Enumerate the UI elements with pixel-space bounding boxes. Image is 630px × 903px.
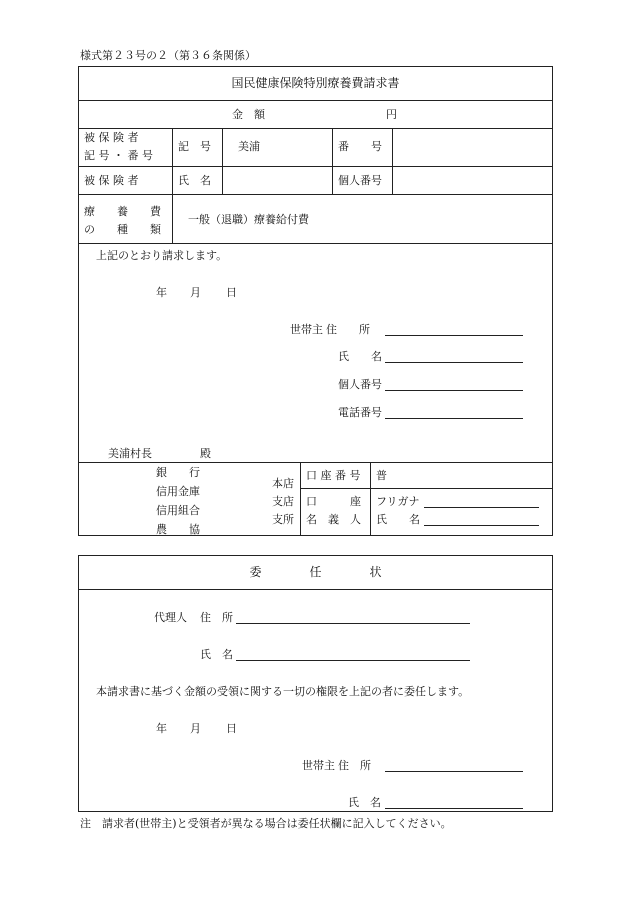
proxy-address-line[interactable]	[385, 771, 523, 772]
number-label: 番 号	[338, 140, 382, 153]
request-statement: 上記のとおり請求します。	[96, 249, 228, 262]
agent-name-line[interactable]	[236, 660, 470, 661]
bank-type-credit-union: 信用組合	[156, 504, 200, 517]
bank-type-shinkin: 信用金庫	[156, 485, 200, 498]
head-name-label: 氏 名	[338, 350, 382, 363]
delegation-statement: 本請求書に基づく金額の受領に関する一切の権限を上記の者に委任します。	[96, 685, 470, 698]
branch-type-main: 本店	[272, 477, 294, 490]
insured-number-field[interactable]	[394, 130, 551, 164]
expense-type-label-line1: 療 養 費	[84, 205, 161, 218]
phone-label: 電話番号	[338, 406, 382, 419]
name-label: 氏 名	[178, 174, 211, 187]
footnote: 注 請求者(世帯主)と受領者が異なる場合は委任状欄に記入してください。	[80, 817, 452, 830]
head-address-line[interactable]	[385, 335, 523, 336]
personal-number-field[interactable]	[394, 168, 551, 192]
amount-field[interactable]	[392, 106, 522, 122]
request-date-day: 日	[226, 286, 237, 299]
insured-id-label-line2: 記 号 ・ 番 号	[84, 149, 153, 162]
head-personal-number-label: 個人番号	[338, 378, 382, 391]
proxy-date-year: 年	[156, 722, 167, 735]
branch-type-branch: 支店	[272, 495, 294, 508]
insured-name-field[interactable]	[224, 168, 330, 192]
branch-type-office: 支所	[272, 513, 294, 526]
expense-type-label-line2: の 種 類	[84, 223, 161, 236]
form-number: 様式第２３号の２（第３６条関係）	[80, 49, 256, 62]
head-personal-number-line[interactable]	[385, 390, 523, 391]
proxy-address-label: 住 所	[338, 759, 371, 772]
insured-person-label: 被 保 険 者	[84, 174, 139, 187]
proxy-title: 委 任 状	[249, 565, 382, 579]
account-number-field[interactable]	[392, 464, 550, 486]
symbol-value[interactable]: 美浦	[238, 140, 260, 153]
bank-type-ja: 農 協	[156, 523, 200, 536]
proxy-date-day: 日	[226, 722, 237, 735]
proxy-name-label: 氏 名	[348, 796, 381, 809]
amount-unit: 円	[386, 108, 397, 121]
honorific: 殿	[200, 447, 211, 460]
proxy-date-month: 月	[190, 722, 201, 735]
symbol-label: 記 号	[178, 140, 211, 153]
proxy-name-line[interactable]	[385, 808, 523, 809]
holder-name-label: 氏 名	[376, 513, 420, 526]
household-head-label: 世帯主	[290, 323, 323, 336]
proxy-form	[78, 555, 553, 812]
account-holder-label-line1: 口 座	[306, 495, 361, 508]
holder-name-line[interactable]	[424, 525, 539, 526]
personal-number-label: 個人番号	[338, 174, 382, 187]
furigana-line[interactable]	[424, 507, 539, 508]
request-title: 国民健康保険特別療養費請求書	[231, 76, 400, 90]
account-type-value: 普	[376, 469, 387, 482]
expense-type-value: 一般（退職）療養給付費	[188, 213, 309, 226]
request-date-year: 年	[156, 286, 167, 299]
agent-address-label: 住 所	[200, 611, 233, 624]
head-address-label: 住 所	[326, 323, 370, 336]
agent-label: 代理人	[154, 611, 187, 624]
proxy-household-head-label: 世帯主	[302, 759, 335, 772]
request-date-month: 月	[190, 286, 201, 299]
addressee: 美浦村長	[108, 447, 152, 460]
agent-name-label: 氏 名	[200, 648, 233, 661]
amount-label: 金 額	[232, 108, 265, 121]
bank-type-bank: 銀 行	[156, 466, 200, 479]
head-name-line[interactable]	[385, 362, 523, 363]
account-number-label: 口 座 番 号	[306, 469, 361, 482]
furigana-label: フリガナ	[376, 495, 420, 508]
phone-line[interactable]	[385, 418, 523, 419]
agent-address-line[interactable]	[236, 623, 470, 624]
insured-id-label-line1: 被 保 険 者	[84, 131, 139, 144]
account-holder-label-line2: 名 義 人	[306, 513, 361, 526]
